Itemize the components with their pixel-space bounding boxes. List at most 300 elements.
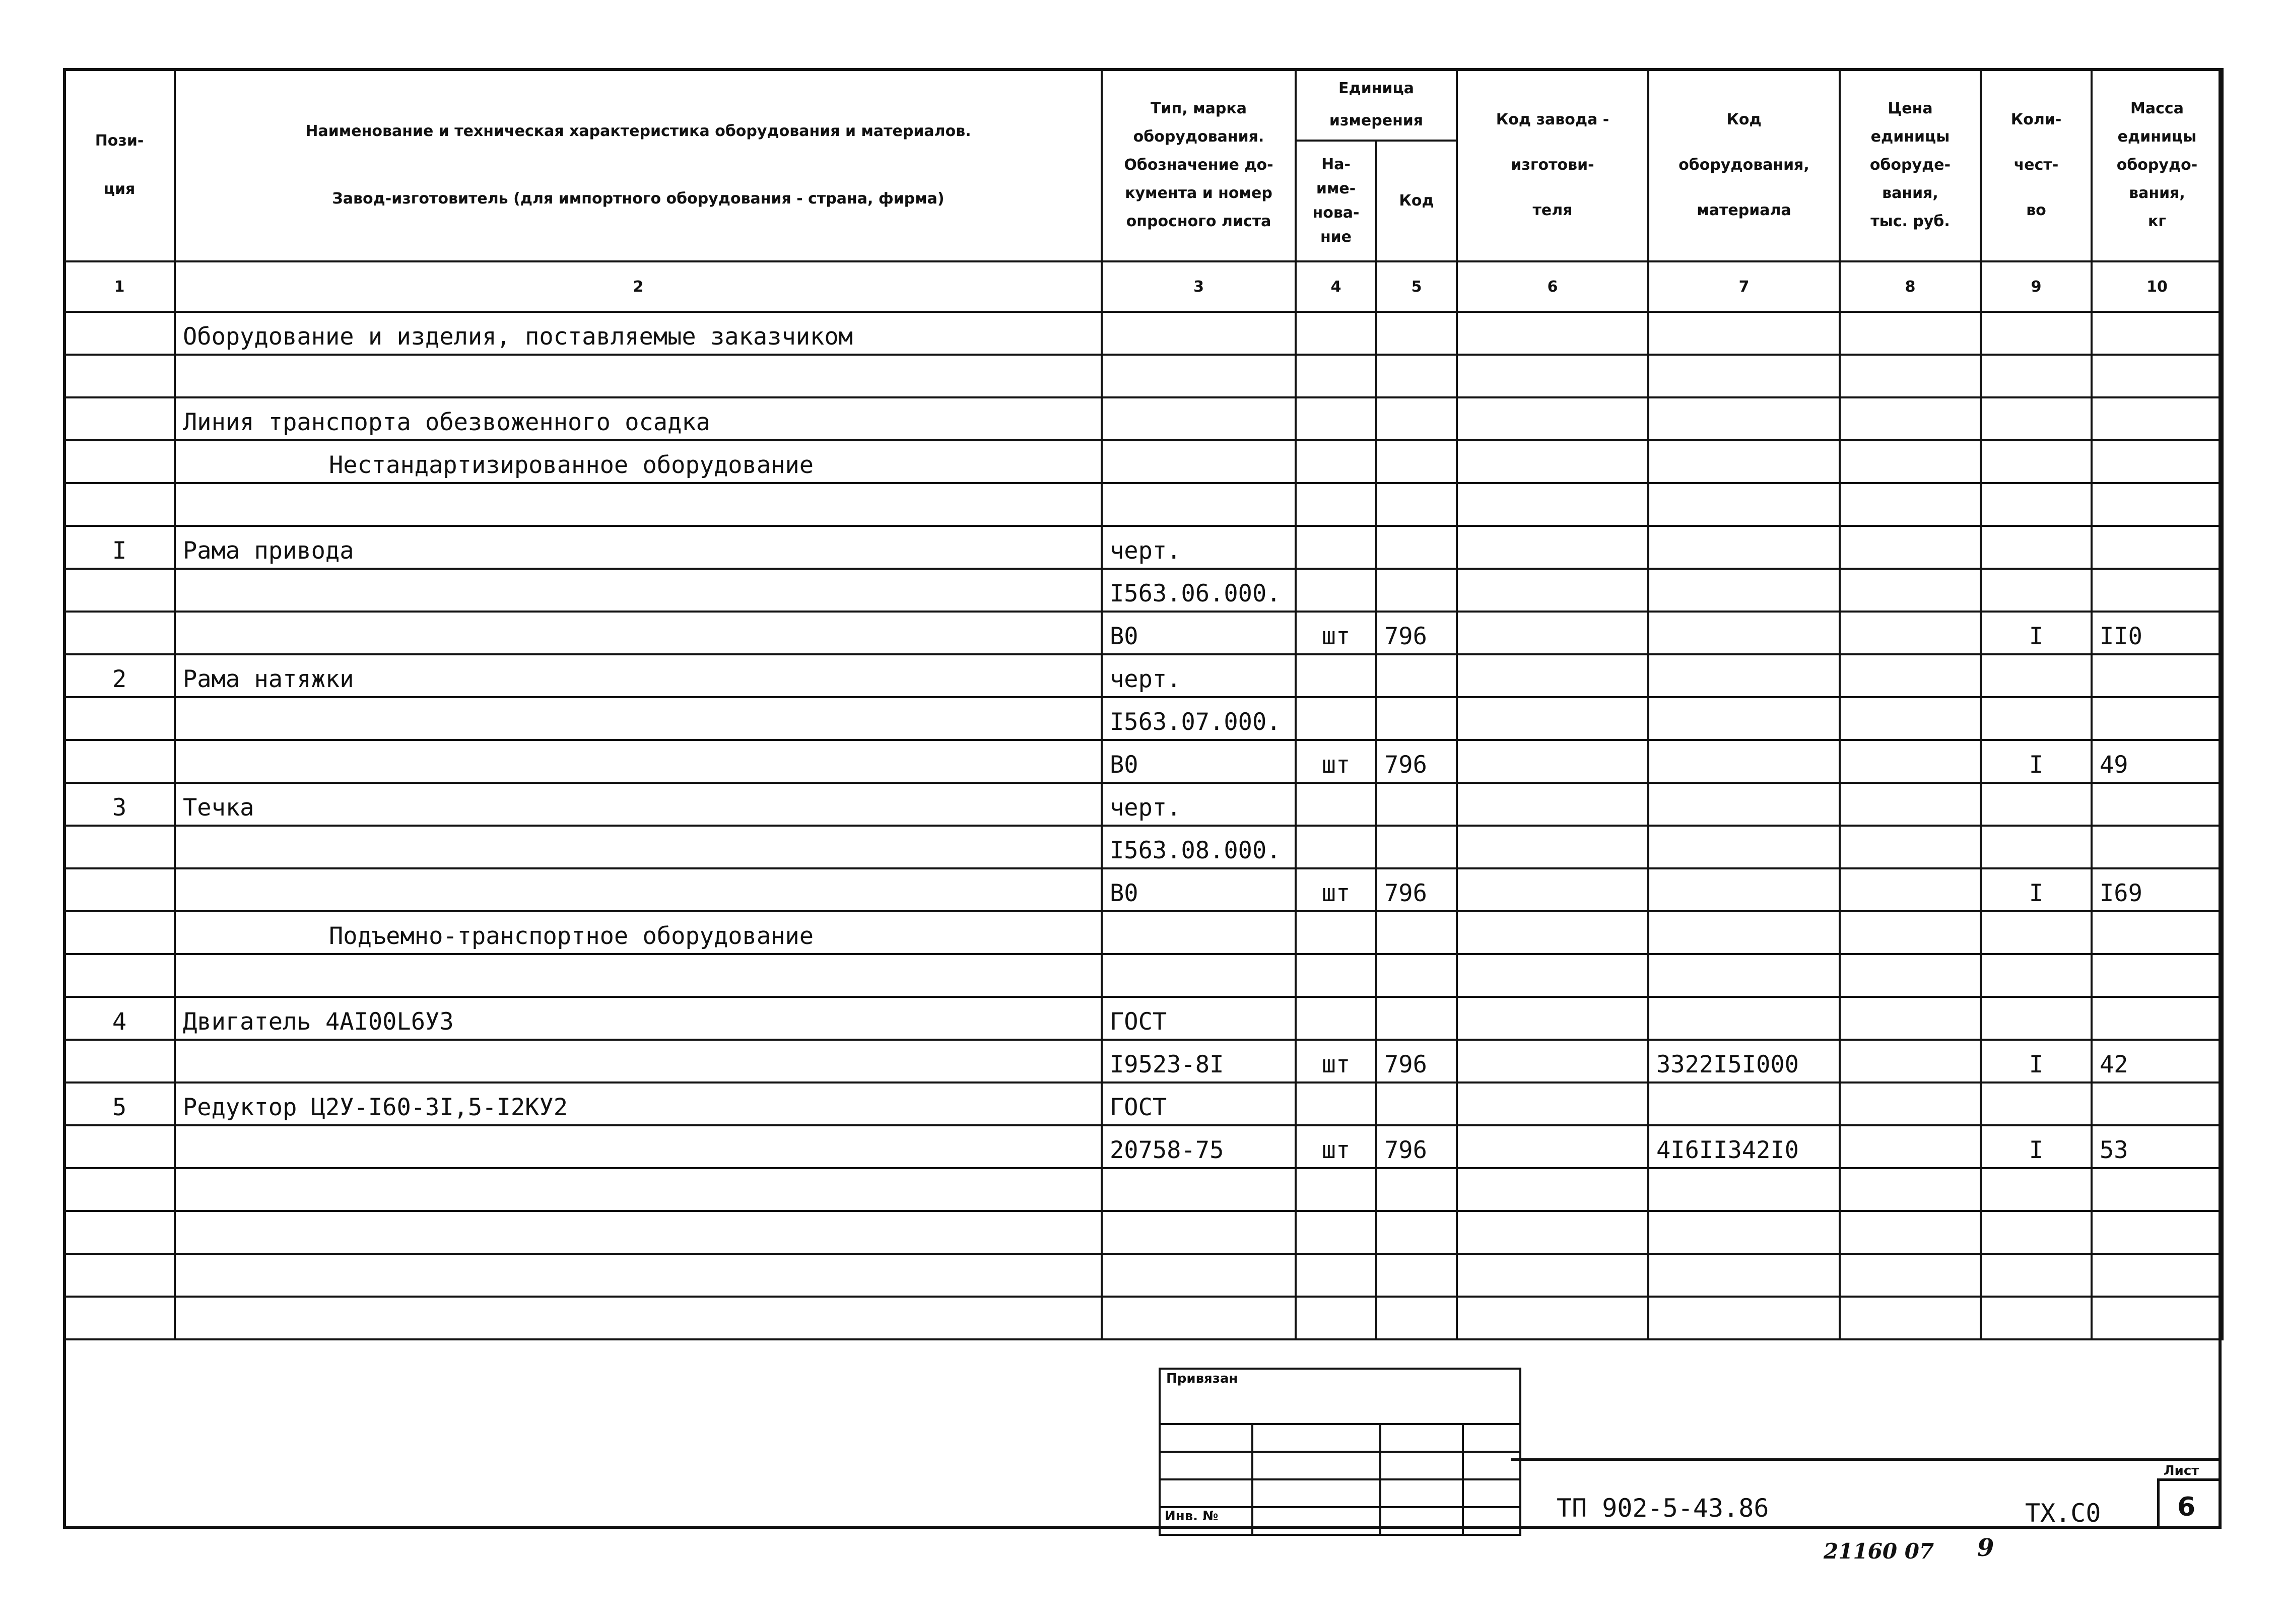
header-unit-code: Код	[1376, 141, 1457, 261]
cell-mass	[2092, 569, 2223, 612]
header-plant-code: Код завода - изготови- теля	[1457, 69, 1648, 261]
cell-unit-name-text: шт	[1321, 1051, 1351, 1078]
cell-equipment-code	[1648, 612, 1840, 654]
cell-type-document-text: I9523-8I	[1110, 1051, 1224, 1078]
cell-position	[64, 397, 175, 440]
cell-unit-code	[1376, 911, 1457, 954]
cell-position	[64, 954, 175, 997]
cell-quantity	[1981, 740, 2092, 783]
cell-type-document-text: В0	[1110, 879, 1138, 907]
cell-equipment-code	[1648, 826, 1840, 868]
cell-plant-code	[1457, 783, 1648, 826]
cell-quantity	[1981, 1040, 2092, 1082]
cell-plant-code	[1457, 826, 1648, 868]
cell-type-document	[1102, 397, 1296, 440]
cell-price	[1840, 697, 1981, 740]
header-quantity: Коли- чест- во	[1981, 69, 2092, 261]
cell-position	[64, 1254, 175, 1297]
cell-unit-code	[1376, 1297, 1457, 1339]
cell-unit-name	[1296, 355, 1376, 397]
cell-unit-name	[1296, 1125, 1376, 1168]
cell-type-document	[1102, 997, 1296, 1040]
cell-type-document	[1102, 697, 1296, 740]
archive-page: 9	[1977, 1534, 1994, 1562]
cell-quantity	[1981, 868, 2092, 911]
column-number: 5	[1376, 261, 1457, 312]
cell-position	[64, 355, 175, 397]
cell-mass	[2092, 1082, 2223, 1125]
cell-type-document	[1102, 654, 1296, 697]
cell-equipment-code	[1648, 954, 1840, 997]
cell-quantity	[1981, 440, 2092, 483]
cell-unit-code	[1376, 826, 1457, 868]
cell-type-document	[1102, 1297, 1296, 1339]
cell-name	[175, 397, 1102, 440]
cell-unit-code	[1376, 1040, 1457, 1082]
cell-equipment-code	[1648, 483, 1840, 526]
cell-name-text: Нестандартизированное оборудование	[329, 451, 814, 479]
cell-unit-code	[1376, 483, 1457, 526]
cell-quantity	[1981, 997, 2092, 1040]
cell-quantity	[1981, 911, 2092, 954]
cell-quantity	[1981, 1297, 2092, 1339]
cell-unit-code	[1376, 397, 1457, 440]
cell-mass	[2092, 526, 2223, 569]
column-number: 6	[1457, 261, 1648, 312]
cell-name-text: Подъемно-транспортное оборудование	[329, 922, 814, 950]
cell-equipment-code	[1648, 440, 1840, 483]
cell-unit-name	[1296, 740, 1376, 783]
cell-name	[175, 740, 1102, 783]
cell-price	[1840, 1211, 1981, 1254]
cell-equipment-code	[1648, 697, 1840, 740]
cell-price	[1840, 569, 1981, 612]
cell-position	[64, 783, 175, 826]
cell-quantity	[1981, 783, 2092, 826]
cell-mass-text: 42	[2100, 1051, 2128, 1078]
cell-equipment-code	[1648, 783, 1840, 826]
cell-position	[64, 612, 175, 654]
cell-plant-code	[1457, 440, 1648, 483]
cell-plant-code	[1457, 1082, 1648, 1125]
header-equipment-code: Код оборудования, материала	[1648, 69, 1840, 261]
column-number: 8	[1840, 261, 1981, 312]
table-row	[64, 1168, 2223, 1211]
table-row	[64, 1040, 2223, 1082]
cell-plant-code	[1457, 954, 1648, 997]
cell-position	[64, 440, 175, 483]
cell-unit-code	[1376, 355, 1457, 397]
cell-unit-code	[1376, 654, 1457, 697]
cell-type-document	[1102, 1168, 1296, 1211]
cell-name	[175, 654, 1102, 697]
cell-unit-name	[1296, 1082, 1376, 1125]
cell-type-document	[1102, 526, 1296, 569]
cell-position	[64, 1125, 175, 1168]
cell-unit-name	[1296, 312, 1376, 355]
cell-name-text: Рама привода	[183, 537, 354, 565]
cell-name	[175, 997, 1102, 1040]
cell-unit-code-text: 796	[1384, 879, 1427, 907]
cell-type-document	[1102, 483, 1296, 526]
cell-unit-code	[1376, 954, 1457, 997]
header-unit-name: На- име- нова- ние	[1296, 141, 1376, 261]
cell-mass	[2092, 1297, 2223, 1339]
cell-unit-code	[1376, 526, 1457, 569]
cell-position	[64, 740, 175, 783]
column-number: 1	[64, 261, 175, 312]
cell-mass	[2092, 1125, 2223, 1168]
cell-name	[175, 697, 1102, 740]
cell-price	[1840, 911, 1981, 954]
cell-equipment-code	[1648, 1168, 1840, 1211]
cell-mass	[2092, 654, 2223, 697]
column-number: 7	[1648, 261, 1840, 312]
cell-unit-code	[1376, 312, 1457, 355]
sheet-label: Лист	[2164, 1463, 2199, 1478]
header-type-document: Тип, марка оборудования. Обозначение до- кумента и номер опросного листа	[1102, 69, 1296, 261]
cell-type-document-text: I563.07.000.	[1110, 708, 1281, 736]
table-row	[64, 526, 2223, 569]
table-row	[64, 654, 2223, 697]
sheet-number: 6	[2177, 1492, 2196, 1522]
header-name-line1: Наименование и техническая характеристика оборудования и материалов.	[305, 122, 971, 140]
cell-name	[175, 1297, 1102, 1339]
table-row	[64, 1297, 2223, 1339]
cell-quantity	[1981, 697, 2092, 740]
cell-quantity	[1981, 1211, 2092, 1254]
cell-price	[1840, 1254, 1981, 1297]
section-code: ТХ.С0	[2025, 1499, 2101, 1528]
cell-unit-code	[1376, 997, 1457, 1040]
cell-unit-code-text: 796	[1384, 1051, 1427, 1078]
cell-plant-code	[1457, 997, 1648, 1040]
cell-price	[1840, 868, 1981, 911]
cell-quantity	[1981, 654, 2092, 697]
cell-unit-name	[1296, 697, 1376, 740]
cell-name	[175, 1040, 1102, 1082]
cell-plant-code	[1457, 740, 1648, 783]
cell-equipment-code	[1648, 1254, 1840, 1297]
cell-quantity	[1981, 954, 2092, 997]
table-row	[64, 1211, 2223, 1254]
column-number: 9	[1981, 261, 2092, 312]
cell-mass	[2092, 1168, 2223, 1211]
cell-equipment-code	[1648, 654, 1840, 697]
cell-equipment-code	[1648, 1297, 1840, 1339]
cell-quantity	[1981, 355, 2092, 397]
cell-type-document	[1102, 1125, 1296, 1168]
cell-position	[64, 1211, 175, 1254]
header-unit-mass: Масса единицы оборудо- вания, кг	[2092, 69, 2223, 261]
cell-price	[1840, 654, 1981, 697]
cell-equipment-code	[1648, 312, 1840, 355]
cell-unit-code	[1376, 569, 1457, 612]
cell-type-document	[1102, 1254, 1296, 1297]
cell-mass	[2092, 954, 2223, 997]
cell-position	[64, 312, 175, 355]
cell-price	[1840, 954, 1981, 997]
cell-position	[64, 911, 175, 954]
cell-name-text: Редуктор Ц2У-I60-3I,5-I2КУ2	[183, 1094, 568, 1121]
cell-name	[175, 1168, 1102, 1211]
cell-price	[1840, 1297, 1981, 1339]
cell-unit-name-text: шт	[1321, 879, 1351, 907]
cell-unit-code	[1376, 440, 1457, 483]
cell-name	[175, 612, 1102, 654]
cell-name	[175, 569, 1102, 612]
cell-quantity	[1981, 1125, 2092, 1168]
cell-plant-code	[1457, 1297, 1648, 1339]
cell-unit-name	[1296, 868, 1376, 911]
table-row	[64, 397, 2223, 440]
header-position: Пози- ция	[64, 69, 175, 261]
cell-unit-code	[1376, 1168, 1457, 1211]
cell-type-document-text: В0	[1110, 751, 1138, 779]
cell-quantity	[1981, 1168, 2092, 1211]
stamp-inventory-label: Инв. №	[1165, 1509, 1219, 1524]
cell-equipment-code	[1648, 868, 1840, 911]
cell-unit-name	[1296, 440, 1376, 483]
equipment-specification-table	[63, 68, 2224, 1340]
cell-quantity	[1981, 483, 2092, 526]
cell-type-document-text: черт.	[1110, 794, 1181, 822]
cell-equipment-code	[1648, 1125, 1840, 1168]
table-row	[64, 1082, 2223, 1125]
cell-name	[175, 1254, 1102, 1297]
cell-type-document-text: В0	[1110, 623, 1138, 650]
cell-type-document-text: I563.06.000.	[1110, 580, 1281, 607]
cell-unit-code	[1376, 740, 1457, 783]
cell-quantity	[1981, 1254, 2092, 1297]
cell-mass	[2092, 697, 2223, 740]
table-row	[64, 868, 2223, 911]
cell-unit-name	[1296, 654, 1376, 697]
cell-type-document-text: 20758-75	[1110, 1136, 1224, 1164]
cell-position	[64, 1040, 175, 1082]
cell-mass-text: II0	[2100, 623, 2142, 650]
cell-type-document	[1102, 355, 1296, 397]
cell-type-document	[1102, 569, 1296, 612]
table-row	[64, 1125, 2223, 1168]
header-unit-group: Единица измерения	[1296, 69, 1457, 141]
column-number: 10	[2092, 261, 2223, 312]
table-row	[64, 569, 2223, 612]
cell-unit-name	[1296, 483, 1376, 526]
cell-price	[1840, 740, 1981, 783]
cell-price	[1840, 440, 1981, 483]
table-row	[64, 997, 2223, 1040]
table-row	[64, 740, 2223, 783]
cell-plant-code	[1457, 1211, 1648, 1254]
cell-name	[175, 1125, 1102, 1168]
column-number: 4	[1296, 261, 1376, 312]
cell-quantity	[1981, 397, 2092, 440]
cell-mass	[2092, 612, 2223, 654]
cell-position	[64, 1168, 175, 1211]
archive-number: 21160 07	[1824, 1539, 1934, 1564]
table-row	[64, 612, 2223, 654]
cell-plant-code	[1457, 654, 1648, 697]
cell-position	[64, 1297, 175, 1339]
cell-equipment-code	[1648, 355, 1840, 397]
table-row	[64, 1254, 2223, 1297]
cell-type-document	[1102, 1040, 1296, 1082]
cell-mass-text: 53	[2100, 1136, 2128, 1164]
cell-type-document	[1102, 612, 1296, 654]
cell-price	[1840, 612, 1981, 654]
cell-name-text: Оборудование и изделия, поставляемые заказчиком	[183, 323, 853, 351]
cell-price	[1840, 483, 1981, 526]
cell-plant-code	[1457, 526, 1648, 569]
cell-quantity	[1981, 612, 2092, 654]
cell-price	[1840, 783, 1981, 826]
cell-position	[64, 1082, 175, 1125]
cell-equipment-code	[1648, 569, 1840, 612]
cell-type-document	[1102, 783, 1296, 826]
cell-type-document-text: черт.	[1110, 537, 1181, 565]
cell-position	[64, 569, 175, 612]
cell-quantity	[1981, 312, 2092, 355]
cell-mass-text: 49	[2100, 751, 2128, 779]
table-row	[64, 312, 2223, 355]
cell-plant-code	[1457, 1040, 1648, 1082]
cell-unit-name	[1296, 826, 1376, 868]
header-unit-price: Цена единицы оборуде- вания, тыс. руб.	[1840, 69, 1981, 261]
cell-mass	[2092, 1211, 2223, 1254]
cell-type-document	[1102, 740, 1296, 783]
cell-unit-name	[1296, 954, 1376, 997]
cell-position-text: 3	[112, 794, 127, 822]
cell-mass	[2092, 783, 2223, 826]
cell-price	[1840, 397, 1981, 440]
cell-quantity-text: I	[2029, 623, 2044, 650]
cell-price	[1840, 526, 1981, 569]
cell-plant-code	[1457, 312, 1648, 355]
cell-name	[175, 911, 1102, 954]
cell-position	[64, 997, 175, 1040]
cell-equipment-code	[1648, 997, 1840, 1040]
cell-mass-text: I69	[2100, 879, 2142, 907]
cell-position-text: 4	[112, 1008, 127, 1036]
cell-mass	[2092, 997, 2223, 1040]
cell-unit-name-text: шт	[1321, 751, 1351, 779]
cell-plant-code	[1457, 612, 1648, 654]
cell-equipment-code	[1648, 1040, 1840, 1082]
title-block-divider	[1511, 1458, 2222, 1461]
cell-unit-code	[1376, 1254, 1457, 1297]
cell-plant-code	[1457, 1125, 1648, 1168]
cell-unit-name-text: шт	[1321, 623, 1351, 650]
column-number: 3	[1102, 261, 1296, 312]
cell-unit-code-text: 796	[1384, 623, 1427, 650]
cell-price	[1840, 1040, 1981, 1082]
cell-quantity	[1981, 826, 2092, 868]
cell-position	[64, 483, 175, 526]
cell-type-document	[1102, 868, 1296, 911]
table-row	[64, 954, 2223, 997]
cell-price	[1840, 1168, 1981, 1211]
cell-position	[64, 526, 175, 569]
table-row	[64, 697, 2223, 740]
cell-equipment-code	[1648, 911, 1840, 954]
cell-equipment-code	[1648, 1211, 1840, 1254]
cell-name	[175, 526, 1102, 569]
cell-name	[175, 1211, 1102, 1254]
cell-plant-code	[1457, 569, 1648, 612]
cell-position-text: 5	[112, 1094, 127, 1121]
cell-quantity-text: I	[2029, 1136, 2044, 1164]
cell-unit-name	[1296, 783, 1376, 826]
cell-type-document-text: I563.08.000.	[1110, 837, 1281, 864]
cell-type-document	[1102, 1082, 1296, 1125]
cell-mass	[2092, 312, 2223, 355]
cell-mass	[2092, 1254, 2223, 1297]
cell-unit-name	[1296, 1168, 1376, 1211]
cell-unit-code	[1376, 697, 1457, 740]
cell-price	[1840, 355, 1981, 397]
cell-quantity-text: I	[2029, 879, 2044, 907]
cell-mass	[2092, 397, 2223, 440]
cell-plant-code	[1457, 355, 1648, 397]
cell-equipment-code	[1648, 397, 1840, 440]
cell-name	[175, 483, 1102, 526]
cell-price	[1840, 1125, 1981, 1168]
table-row	[64, 483, 2223, 526]
cell-position	[64, 654, 175, 697]
cell-name	[175, 954, 1102, 997]
cell-name-text: Двигатель 4АI00L6У3	[183, 1008, 454, 1036]
cell-mass	[2092, 1040, 2223, 1082]
cell-price	[1840, 826, 1981, 868]
column-number: 2	[175, 261, 1102, 312]
cell-quantity	[1981, 526, 2092, 569]
cell-type-document	[1102, 440, 1296, 483]
cell-equipment-code-text: 3322I5I000	[1656, 1051, 1799, 1078]
cell-type-document	[1102, 1211, 1296, 1254]
cell-type-document	[1102, 312, 1296, 355]
cell-unit-name	[1296, 569, 1376, 612]
cell-unit-code	[1376, 1125, 1457, 1168]
cell-quantity	[1981, 569, 2092, 612]
cell-unit-code	[1376, 1211, 1457, 1254]
cell-equipment-code	[1648, 526, 1840, 569]
cell-price	[1840, 312, 1981, 355]
cell-name-text: Течка	[183, 794, 254, 822]
cell-plant-code	[1457, 911, 1648, 954]
cell-position-text: I	[112, 537, 127, 565]
cell-equipment-code	[1648, 740, 1840, 783]
cell-mass	[2092, 355, 2223, 397]
cell-plant-code	[1457, 397, 1648, 440]
cell-plant-code	[1457, 868, 1648, 911]
cell-unit-name	[1296, 1040, 1376, 1082]
cell-unit-name	[1296, 1297, 1376, 1339]
cell-price	[1840, 997, 1981, 1040]
cell-unit-code-text: 796	[1384, 751, 1427, 779]
document-code: ТП 902-5-43.86	[1557, 1494, 1769, 1523]
cell-name	[175, 312, 1102, 355]
cell-type-document	[1102, 826, 1296, 868]
cell-name	[175, 826, 1102, 868]
cell-unit-code	[1376, 612, 1457, 654]
table-row	[64, 783, 2223, 826]
cell-unit-name	[1296, 1254, 1376, 1297]
cell-position	[64, 868, 175, 911]
table-row	[64, 911, 2223, 954]
cell-type-document-text: ГОСТ	[1110, 1094, 1167, 1121]
cell-equipment-code-text: 4I6II342I0	[1656, 1136, 1799, 1164]
